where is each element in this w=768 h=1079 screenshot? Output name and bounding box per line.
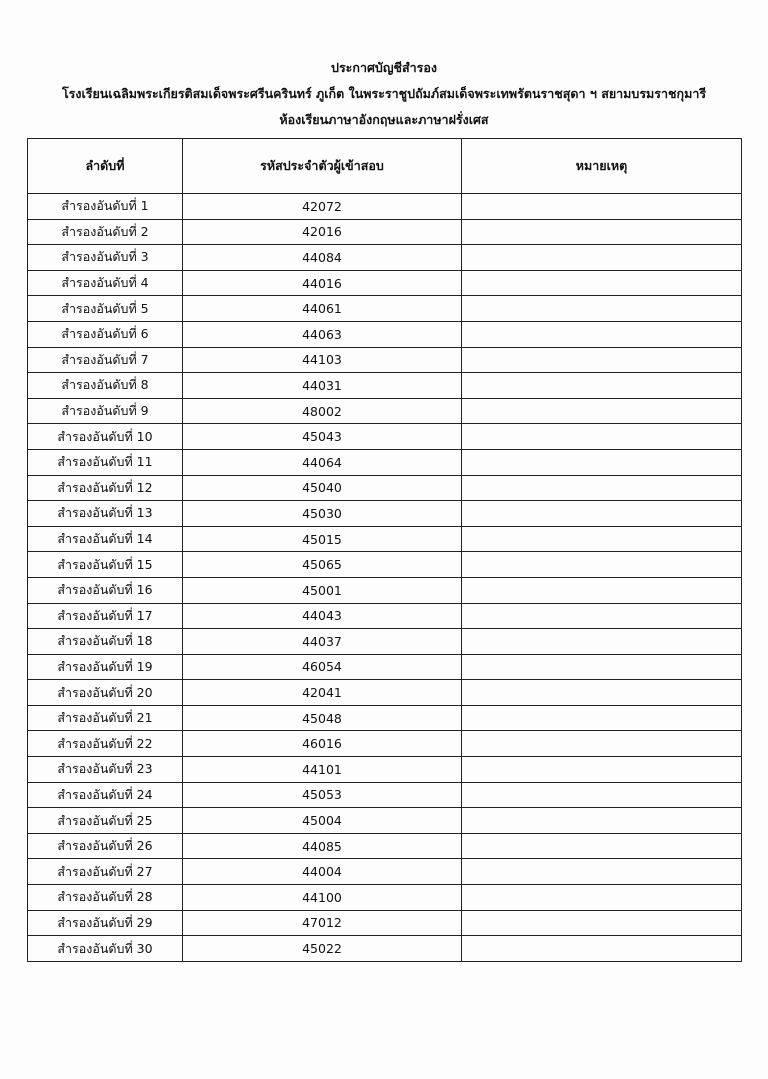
candidate-id-cell: 42041 — [183, 680, 462, 706]
remarks-cell — [462, 577, 742, 603]
candidate-id-cell: 44043 — [183, 603, 462, 629]
candidate-id-cell: 45048 — [183, 705, 462, 731]
table-row — [28, 296, 742, 322]
candidate-id-cell: 44085 — [183, 833, 462, 859]
candidate-id-cell: 44064 — [183, 449, 462, 475]
table-row — [28, 577, 742, 603]
rank-cell: สำรองอันดับที่ 27 — [28, 859, 183, 885]
table-row — [28, 705, 742, 731]
candidate-id-cell: 44084 — [183, 245, 462, 271]
candidate-id-cell: 45040 — [183, 475, 462, 501]
remarks-cell — [462, 859, 742, 885]
reserve-list-table — [27, 138, 742, 962]
table-row — [28, 424, 742, 450]
candidate-id-cell: 47012 — [183, 910, 462, 936]
rank-cell: สำรองอันดับที่ 20 — [28, 680, 183, 706]
table-row — [28, 782, 742, 808]
rank-cell: สำรองอันดับที่ 2 — [28, 219, 183, 245]
rank-cell: สำรองอันดับที่ 30 — [28, 936, 183, 962]
candidate-id-cell: 45065 — [183, 552, 462, 578]
remarks-cell — [462, 424, 742, 450]
table-row — [28, 398, 742, 424]
candidate-id-cell: 44031 — [183, 373, 462, 399]
candidate-id-cell: 44061 — [183, 296, 462, 322]
remarks-cell — [462, 501, 742, 527]
rank-cell: สำรองอันดับที่ 18 — [28, 629, 183, 655]
rank-cell: สำรองอันดับที่ 28 — [28, 885, 183, 911]
candidate-id-cell: 44063 — [183, 321, 462, 347]
rank-cell: สำรองอันดับที่ 23 — [28, 757, 183, 783]
rank-cell: สำรองอันดับที่ 21 — [28, 705, 183, 731]
remarks-cell — [462, 782, 742, 808]
remarks-cell — [462, 475, 742, 501]
rank-cell: สำรองอันดับที่ 6 — [28, 321, 183, 347]
table-row — [28, 194, 742, 220]
candidate-id-cell: 45004 — [183, 808, 462, 834]
rank-cell: สำรองอันดับที่ 12 — [28, 475, 183, 501]
remarks-cell — [462, 245, 742, 271]
table-row — [28, 475, 742, 501]
remarks-cell — [462, 603, 742, 629]
candidate-id-cell: 45043 — [183, 424, 462, 450]
rank-cell: สำรองอันดับที่ 11 — [28, 449, 183, 475]
candidate-id-cell: 45001 — [183, 577, 462, 603]
remarks-cell — [462, 347, 742, 373]
table-row — [28, 501, 742, 527]
table-row — [28, 321, 742, 347]
remarks-cell — [462, 629, 742, 655]
rank-cell: สำรองอันดับที่ 9 — [28, 398, 183, 424]
table-row — [28, 629, 742, 655]
table-row — [28, 526, 742, 552]
candidate-id-cell: 48002 — [183, 398, 462, 424]
remarks-cell — [462, 296, 742, 322]
rank-cell: สำรองอันดับที่ 8 — [28, 373, 183, 399]
remarks-cell — [462, 449, 742, 475]
candidate-id-cell: 42072 — [183, 194, 462, 220]
header-candidate-id: รหัสประจำตัวผู้เข้าสอบ — [183, 139, 462, 194]
document-title: ประกาศบัญชีสำรอง — [331, 60, 437, 75]
candidate-id-cell: 44004 — [183, 859, 462, 885]
table-header-row — [28, 139, 742, 194]
table-row — [28, 731, 742, 757]
remarks-cell — [462, 680, 742, 706]
remarks-cell — [462, 219, 742, 245]
candidate-id-cell: 45030 — [183, 501, 462, 527]
rank-cell: สำรองอันดับที่ 25 — [28, 808, 183, 834]
table-row — [28, 936, 742, 962]
table-row — [28, 373, 742, 399]
table-row — [28, 552, 742, 578]
candidate-id-cell: 42016 — [183, 219, 462, 245]
table-row — [28, 885, 742, 911]
table-row — [28, 245, 742, 271]
remarks-cell — [462, 885, 742, 911]
rank-cell: สำรองอันดับที่ 29 — [28, 910, 183, 936]
remarks-cell — [462, 654, 742, 680]
rank-cell: สำรองอันดับที่ 7 — [28, 347, 183, 373]
candidate-id-cell: 44037 — [183, 629, 462, 655]
rank-cell: สำรองอันดับที่ 26 — [28, 833, 183, 859]
remarks-cell — [462, 910, 742, 936]
table-row — [28, 910, 742, 936]
program-name-line: ห้องเรียนภาษาอังกฤษและภาษาฝรั่งเศส — [279, 112, 489, 127]
table-body — [28, 194, 742, 962]
school-name-line: โรงเรียนเฉลิมพระเกียรติสมเด็จพระศรีนครินทร์ ภูเก็ต ในพระราชูปถัมภ์สมเด็จพระเทพรัตนราชสุดา ฯ สยามบรมราชกุมารี — [61, 86, 707, 101]
remarks-cell — [462, 398, 742, 424]
table-row — [28, 219, 742, 245]
candidate-id-cell: 46016 — [183, 731, 462, 757]
remarks-cell — [462, 936, 742, 962]
rank-cell: สำรองอันดับที่ 24 — [28, 782, 183, 808]
table-row — [28, 859, 742, 885]
table-row — [28, 603, 742, 629]
remarks-cell — [462, 808, 742, 834]
table-row — [28, 270, 742, 296]
remarks-cell — [462, 833, 742, 859]
candidate-id-cell: 44101 — [183, 757, 462, 783]
candidate-id-cell: 44016 — [183, 270, 462, 296]
rank-cell: สำรองอันดับที่ 14 — [28, 526, 183, 552]
remarks-cell — [462, 321, 742, 347]
rank-cell: สำรองอันดับที่ 22 — [28, 731, 183, 757]
remarks-cell — [462, 731, 742, 757]
table-row — [28, 654, 742, 680]
remarks-cell — [462, 270, 742, 296]
header-rank: ลำดับที่ — [28, 139, 183, 194]
candidate-id-cell: 45053 — [183, 782, 462, 808]
header-remarks: หมายเหตุ — [462, 139, 742, 194]
candidate-id-cell: 46054 — [183, 654, 462, 680]
rank-cell: สำรองอันดับที่ 15 — [28, 552, 183, 578]
remarks-cell — [462, 705, 742, 731]
table-row — [28, 347, 742, 373]
table-row — [28, 757, 742, 783]
remarks-cell — [462, 526, 742, 552]
remarks-cell — [462, 194, 742, 220]
rank-cell: สำรองอันดับที่ 1 — [28, 194, 183, 220]
candidate-id-cell: 44103 — [183, 347, 462, 373]
rank-cell: สำรองอันดับที่ 4 — [28, 270, 183, 296]
table-row — [28, 449, 742, 475]
candidate-id-cell: 44100 — [183, 885, 462, 911]
rank-cell: สำรองอันดับที่ 19 — [28, 654, 183, 680]
table-row — [28, 833, 742, 859]
remarks-cell — [462, 757, 742, 783]
candidate-id-cell: 45015 — [183, 526, 462, 552]
remarks-cell — [462, 552, 742, 578]
candidate-id-cell: 45022 — [183, 936, 462, 962]
table-row — [28, 680, 742, 706]
rank-cell: สำรองอันดับที่ 3 — [28, 245, 183, 271]
rank-cell: สำรองอันดับที่ 17 — [28, 603, 183, 629]
remarks-cell — [462, 373, 742, 399]
rank-cell: สำรองอันดับที่ 16 — [28, 577, 183, 603]
rank-cell: สำรองอันดับที่ 13 — [28, 501, 183, 527]
table-row — [28, 808, 742, 834]
rank-cell: สำรองอันดับที่ 5 — [28, 296, 183, 322]
rank-cell: สำรองอันดับที่ 10 — [28, 424, 183, 450]
